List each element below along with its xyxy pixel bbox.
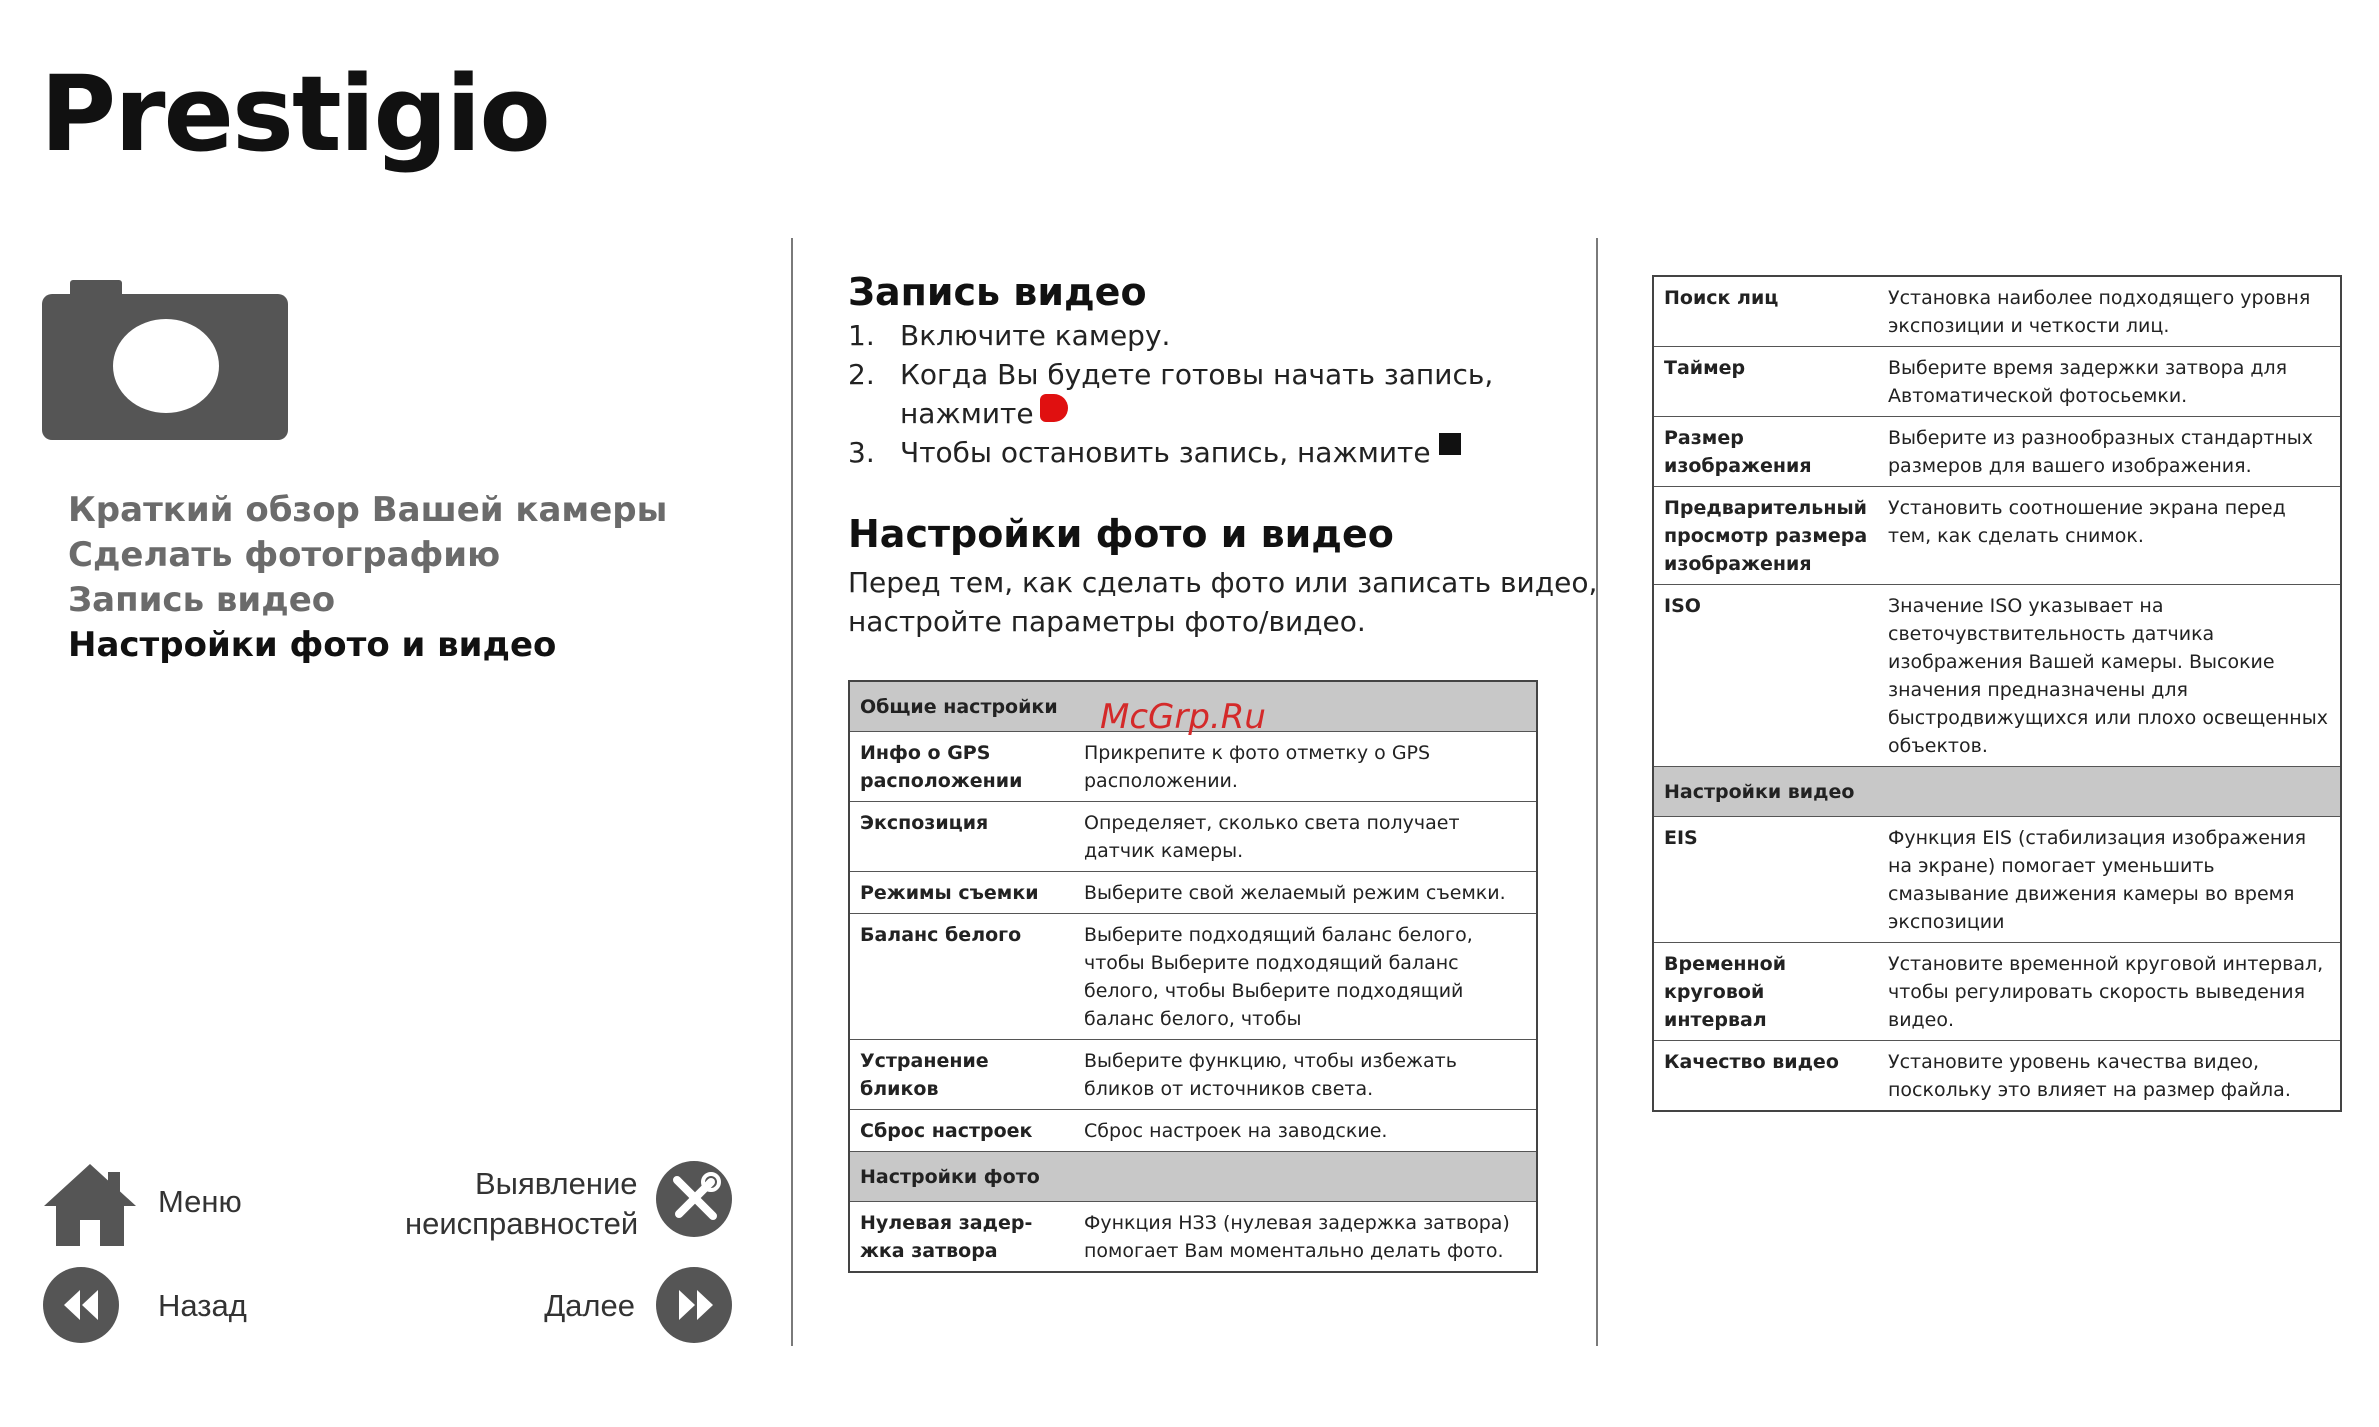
video-steps bbox=[848, 316, 1493, 472]
setting-description: Сброс настроек на заводские. bbox=[1074, 1110, 1537, 1152]
table-section-header: Настройки фото bbox=[849, 1152, 1537, 1202]
step-2: 2. Когда Вы будете готовы начать запись, bbox=[848, 358, 1494, 391]
setting-description: Прикрепите к фото отметку о GPS расположении. bbox=[1074, 732, 1537, 802]
setting-description: Установка наиболее подходящего уровня экспозиции и четкости лиц. bbox=[1878, 276, 2341, 347]
toc-item-overview[interactable]: Краткий обзор Вашей камеры bbox=[68, 490, 668, 530]
column-divider-left bbox=[791, 238, 793, 1346]
record-button-icon bbox=[1040, 394, 1068, 422]
step-2-cont: нажмите bbox=[848, 394, 1493, 433]
setting-description: Функция EIS (стабилизация изображения на экране) помогает уменьшить смазывание движения камеры во время экспозиции bbox=[1878, 817, 2341, 943]
forward-icon[interactable] bbox=[655, 1266, 733, 1344]
table-section-header: Общие настройки bbox=[849, 681, 1537, 732]
table-row bbox=[1653, 1041, 2341, 1112]
back-button[interactable]: Назад bbox=[158, 1288, 247, 1323]
setting-description: Выберите подходящий баланс белого, чтобы Выберите подходящий баланс белого, чтобы Выберите подходящий баланс белого, чтобы bbox=[1074, 914, 1537, 1040]
stop-button-icon bbox=[1439, 433, 1461, 455]
setting-name: Нулевая задер-жка затвора bbox=[849, 1202, 1074, 1273]
toc-item-photo-video-settings[interactable]: Настройки фото и видео bbox=[68, 625, 557, 665]
setting-description: Определяет, сколько света получает датчик камеры. bbox=[1074, 802, 1537, 872]
setting-name: Таймер bbox=[1653, 347, 1878, 417]
back-icon[interactable] bbox=[42, 1266, 120, 1344]
setting-name: Экспозиция bbox=[849, 802, 1074, 872]
setting-name: EIS bbox=[1653, 817, 1878, 943]
table-row bbox=[849, 1110, 1537, 1152]
toc-item-record-video[interactable]: Запись видео bbox=[68, 580, 336, 620]
setting-description: Выберите время задержки затвора для Автоматической фотосьемки. bbox=[1878, 347, 2341, 417]
setting-name: Инфо о GPS расположении bbox=[849, 732, 1074, 802]
setting-description: Функция НЗЗ (нулевая задержка затвора) помогает Вам моментально делать фото. bbox=[1074, 1202, 1537, 1273]
table-row bbox=[849, 802, 1537, 872]
setting-name: Баланс белого bbox=[849, 914, 1074, 1040]
setting-description: Установить соотношение экрана перед тем, как сделать снимок. bbox=[1878, 487, 2341, 585]
setting-description: Установите уровень качества видео, поскольку это влияет на размер файла. bbox=[1878, 1041, 2341, 1112]
camera-icon bbox=[42, 280, 288, 440]
setting-description: Выберите из разнообразных стандартных размеров для вашего изображения. bbox=[1878, 417, 2341, 487]
watermark: McGrp.Ru bbox=[1100, 697, 1266, 737]
table-row bbox=[1653, 943, 2341, 1041]
setting-name: ISO bbox=[1653, 585, 1878, 767]
photo-video-settings-table bbox=[1652, 275, 2342, 1112]
setting-name: Поиск лиц bbox=[1653, 276, 1878, 347]
table-row bbox=[849, 872, 1537, 914]
column-divider-right bbox=[1596, 238, 1598, 1346]
table-section-header: Настройки видео bbox=[1653, 767, 2341, 817]
setting-description: Установите временной круговой интервал, чтобы регулировать скорость выведения видео. bbox=[1878, 943, 2341, 1041]
table-row bbox=[1653, 347, 2341, 417]
table-row bbox=[1653, 585, 2341, 767]
settings-intro: Перед тем, как сделать фото или записать видео, настройте параметры фото/видео. bbox=[848, 566, 1598, 638]
setting-name: Временной круговой интервал bbox=[1653, 943, 1878, 1041]
tools-icon[interactable] bbox=[655, 1160, 733, 1238]
table-row bbox=[1653, 817, 2341, 943]
step-3: 3. Чтобы остановить запись, нажмите bbox=[848, 433, 1493, 472]
table-row bbox=[1653, 487, 2341, 585]
brand-logo: Prestigio bbox=[40, 53, 549, 175]
setting-description: Значение ISO указывает на светочувствительность датчика изображения Вашей камеры. Высокие значения предназначены для быстродвижущихся или плохо освещенных объектов. bbox=[1878, 585, 2341, 767]
table-row bbox=[849, 1040, 1537, 1110]
video-heading: Запись видео bbox=[848, 270, 1147, 314]
table-row bbox=[849, 914, 1537, 1040]
table-row bbox=[849, 732, 1537, 802]
setting-name: Сброс настроек bbox=[849, 1110, 1074, 1152]
table-row bbox=[849, 1202, 1537, 1273]
general-settings-table bbox=[848, 680, 1538, 1273]
troubleshoot-label-line2[interactable]: неисправностей bbox=[405, 1206, 639, 1241]
table-of-contents bbox=[68, 488, 667, 668]
setting-name: Качество видео bbox=[1653, 1041, 1878, 1112]
settings-heading: Настройки фото и видео bbox=[848, 512, 1394, 556]
setting-description: Выберите свой желаемый режим съемки. bbox=[1074, 872, 1537, 914]
setting-name: Предварительный просмотр размера изображения bbox=[1653, 487, 1878, 585]
setting-name: Режимы съемки bbox=[849, 872, 1074, 914]
setting-name: Устранение бликов bbox=[849, 1040, 1074, 1110]
table-row bbox=[1653, 276, 2341, 347]
home-icon[interactable] bbox=[42, 1162, 138, 1248]
troubleshoot-label-line1[interactable]: Выявление bbox=[475, 1166, 638, 1201]
setting-name: Размер изображения bbox=[1653, 417, 1878, 487]
menu-button[interactable]: Меню bbox=[158, 1184, 242, 1219]
table-row bbox=[1653, 417, 2341, 487]
step-1: 1. Включите камеру. bbox=[848, 319, 1171, 352]
next-button[interactable]: Далее bbox=[544, 1288, 635, 1323]
setting-description: Выберите функцию, чтобы избежать бликов от источников света. bbox=[1074, 1040, 1537, 1110]
toc-item-take-photo[interactable]: Сделать фотографию bbox=[68, 535, 501, 575]
